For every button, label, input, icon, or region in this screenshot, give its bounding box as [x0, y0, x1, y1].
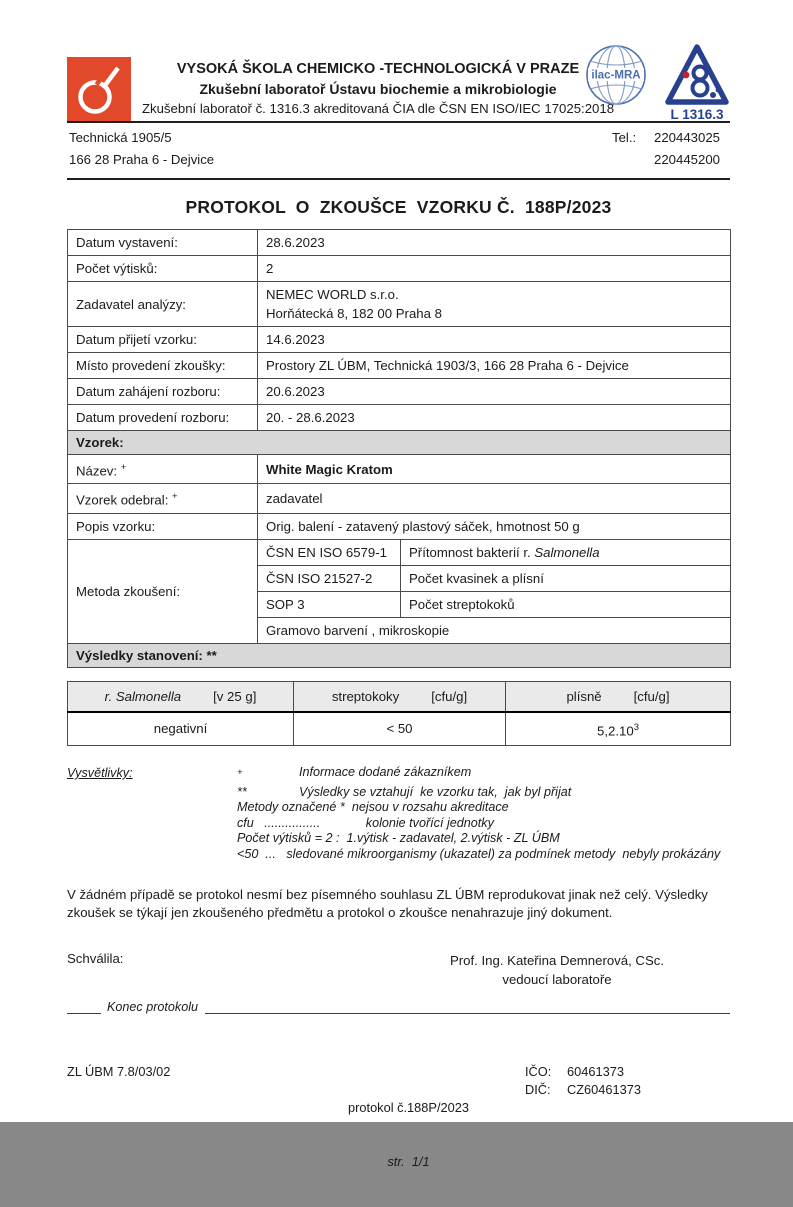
dic-label: DIČ: — [525, 1082, 551, 1098]
results-header-plisne: plísně [cfu/g] — [506, 681, 731, 712]
table-row — [68, 405, 731, 431]
result-streptokoky: < 50 — [294, 712, 506, 746]
row-value: 14.6.2023 — [258, 327, 731, 353]
method-full: Gramovo barvení , mikroskopie — [258, 617, 731, 643]
svg-text:ilac-MRA: ilac-MRA — [591, 69, 641, 82]
page-footer — [67, 1063, 730, 1207]
ico-label: IČO: — [525, 1064, 552, 1080]
method-label: Metoda zkoušení: — [68, 539, 258, 643]
accreditation-line: Zkušební laboratoř č. 1316.3 akreditovaná ČIA dle ČSN EN ISO/IEC 17025:2018 — [141, 101, 615, 116]
legend-line: ** Výsledky se vztahují ke vzorku tak, jak byl přijat — [237, 784, 572, 799]
legend-line: Metody označené * nejsou v rozsahu akreditace — [237, 800, 509, 815]
approver — [417, 951, 697, 989]
footer-right — [525, 1063, 730, 1207]
row-label: Datum zahájení rozboru: — [68, 379, 258, 405]
results-value-row — [68, 712, 731, 746]
method-desc: Přítomnost bakterií r. Salmonella — [401, 539, 731, 565]
protocol-reference: protokol č.188P/2023 — [348, 1100, 469, 1116]
dic-value: CZ60461373 — [567, 1082, 641, 1098]
row-label: Popis vzorku: — [68, 513, 258, 539]
phone-label: Tel.: — [612, 130, 637, 145]
sample-name: White Magic Kratom — [258, 455, 731, 484]
protocol-info-table — [67, 229, 731, 668]
approved-by-label: Schválila: — [67, 951, 124, 967]
document-header — [67, 57, 730, 121]
results-header-salmonella: r. Salmonella [v 25 g] — [68, 681, 294, 712]
address-band — [67, 121, 730, 180]
cia-accreditation-logo-icon — [664, 43, 730, 123]
section-header-vzorek: Vzorek: — [68, 431, 731, 455]
row-label: Místo provedení zkoušky: — [68, 353, 258, 379]
row-label: Datum přijetí vzorku: — [68, 327, 258, 353]
legend-line: cfu ................ kolonie tvořící jednotky — [237, 815, 494, 830]
table-row — [68, 484, 731, 513]
section-header-results: Výsledky stanovení: ** — [68, 643, 731, 667]
result-plisne: 5,2.10$^3$ — [506, 712, 731, 746]
laboratory-name: Zkušební laboratoř Ústavu biochemie a mikrobiologie — [199, 81, 557, 97]
result-salmonella: negativní — [68, 712, 294, 746]
table-row — [68, 513, 731, 539]
legend-line: + Informace dodané zákazníkem — [237, 765, 472, 780]
row-value: Orig. balení - zatavený plastový sáček, hmotnost 50 g — [258, 513, 731, 539]
table-row — [68, 379, 731, 405]
end-of-protocol-label: Konec protokolu — [107, 1000, 199, 1015]
street-address: Technická 1905/5 — [69, 130, 172, 145]
approver-role: vedoucí laboratoře — [502, 972, 612, 988]
svg-text:L 1316.3: L 1316.3 — [670, 107, 724, 122]
ilac-mra-logo-icon — [584, 43, 648, 107]
page-title: PROTOKOL O ZKOUŠCE VZORKU Č. 188P/2023 — [185, 197, 612, 217]
method-standard: ČSN EN ISO 6579-1 — [258, 539, 401, 565]
footer-center — [292, 1063, 525, 1207]
table-row — [68, 353, 731, 379]
page-number: str. 1/1 — [387, 1154, 430, 1170]
legend-block — [67, 765, 730, 862]
end-of-protocol-line — [67, 999, 730, 1014]
ico-value: 60461373 — [567, 1064, 624, 1080]
method-row — [68, 539, 731, 565]
table-row — [68, 455, 731, 484]
row-value: Prostory ZL ÚBM, Technická 1903/3, 166 28 Praha 6 - Dejvice — [258, 353, 731, 379]
row-label: Název: + — [68, 455, 258, 484]
method-standard: ČSN ISO 21527-2 — [258, 565, 401, 591]
table-row — [68, 230, 731, 256]
results-table — [67, 681, 731, 746]
organization-block — [137, 59, 619, 119]
row-value: 2 — [258, 256, 731, 282]
document-code: ZL ÚBM 7.8/03/02 — [67, 1064, 171, 1080]
row-label: Zadavatel analýzy: — [68, 282, 258, 327]
method-desc: Počet streptokoků — [401, 591, 731, 617]
method-standard: SOP 3 — [258, 591, 401, 617]
row-value: zadavatel — [258, 484, 731, 513]
phone-number-2: 220445200 — [654, 152, 721, 167]
row-value: 20. - 28.6.2023 — [258, 405, 731, 431]
row-value: NEMEC WORLD s.r.o. Horňátecká 8, 182 00 Praha 8 — [258, 282, 731, 327]
row-value: 28.6.2023 — [258, 230, 731, 256]
table-row — [68, 256, 731, 282]
phone-number-1: 220443025 — [654, 130, 721, 145]
legend-line: Počet výtisků = 2 : 1.výtisk - zadavatel, 2.výtisk - ZL ÚBM — [237, 831, 560, 846]
method-desc: Počet kvasinek a plísní — [401, 565, 731, 591]
row-label: Vzorek odebral: + — [68, 484, 258, 513]
city-address: 166 28 Praha 6 - Dejvice — [69, 152, 215, 167]
approver-name: Prof. Ing. Kateřina Demnerová, CSc. — [449, 953, 665, 969]
row-label: Datum vystavení: — [68, 230, 258, 256]
disclaimer-text: V žádném případě se protokol nesmí bez písemného souhlasu ZL ÚBM reprodukovat jinak než celý. Výsledky zkoušek se týkají jen zkoušeného předmětu a protokol o zkoušce nenahrazuje jiný dokument. — [67, 887, 708, 921]
legend-line: <50 ... sledované mikroorganismy (ukazatel) za podmínek metody nebyly prokázány — [237, 846, 721, 861]
signature-block — [67, 951, 730, 993]
results-header-row — [68, 681, 731, 712]
results-header-streptokoky: streptokoky [cfu/g] — [294, 681, 506, 712]
row-label: Počet výtisků: — [68, 256, 258, 282]
organization-name: VYSOKÁ ŠKOLA CHEMICKO -TECHNOLOGICKÁ V PRAZE — [176, 61, 580, 77]
vscht-flask-logo-icon — [67, 57, 131, 121]
legend-label: Vysvětlivky: — [67, 766, 133, 781]
row-value: 20.6.2023 — [258, 379, 731, 405]
table-row — [68, 327, 731, 353]
table-row — [68, 282, 731, 327]
row-label: Datum provedení rozboru: — [68, 405, 258, 431]
